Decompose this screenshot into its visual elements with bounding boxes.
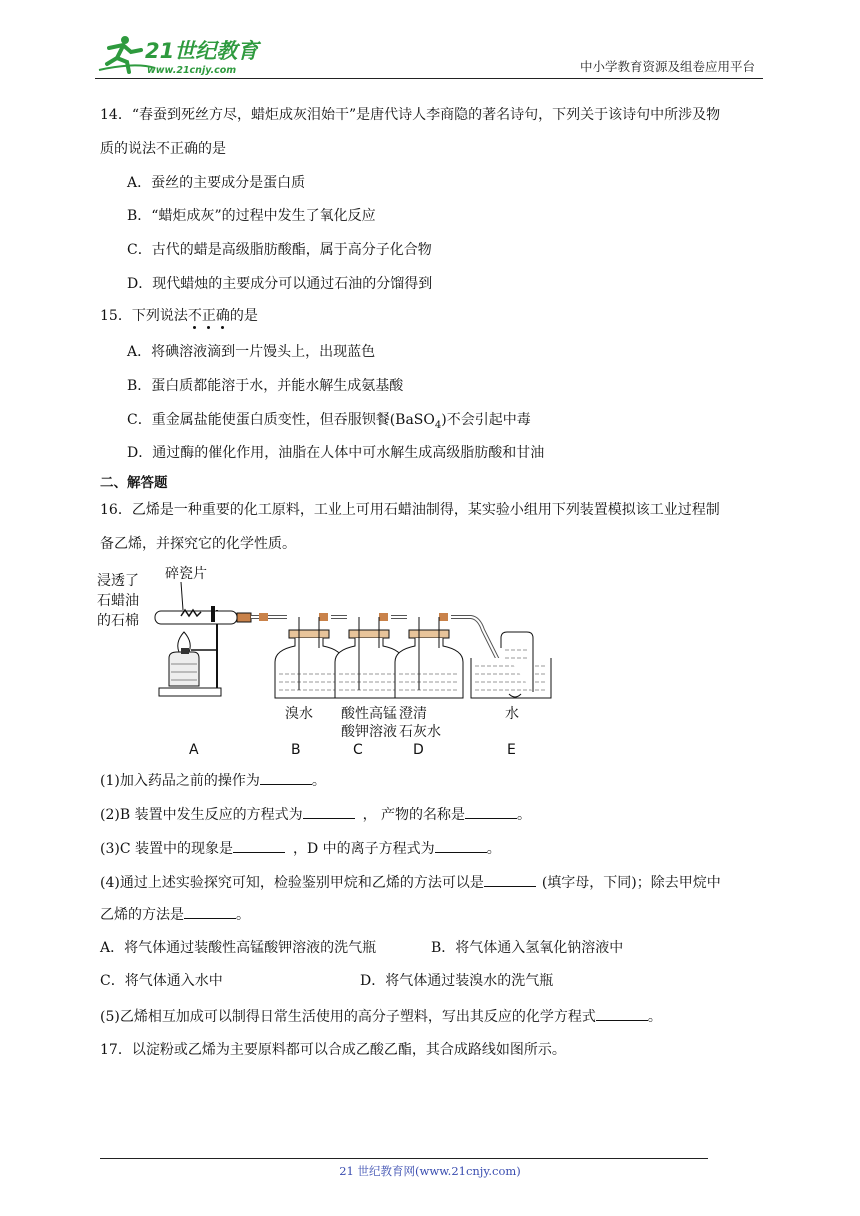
q14-option-b: B．“蜡炬成灰”的过程中发生了氧化反应 [127, 208, 376, 224]
soaked-label-2: 石蜡油 [97, 593, 139, 609]
label-c-1: 酸性高锰 [341, 706, 397, 722]
letter-e: E [507, 742, 516, 758]
q16-part3-mid: ，D 中的离子方程式为 [293, 841, 435, 857]
letter-c: C [353, 742, 363, 758]
q14-option-c: C．古代的蜡是高级脂肪酸酯，属于高分子化合物 [127, 242, 432, 258]
letter-a: A [189, 742, 199, 758]
soaked-label-3: 的石棉 [97, 613, 139, 629]
q14-stem-line2: 质的说法不正确的是 [100, 141, 226, 157]
q14-stem-line1: 14．“春蚕到死丝方尽，蜡炬成灰泪始干”是唐代诗人李商隐的著名诗句，下列关于该诗句中所涉及物 [100, 107, 721, 123]
punct: 。 [647, 1009, 662, 1025]
answer-blank[interactable] [435, 838, 487, 853]
answer-blank[interactable] [233, 838, 285, 853]
q16-part2-text: (2)B 装置中发生反应的方程式为 [100, 807, 303, 823]
q16-stem-line2: 备乙烯，并探究它的化学性质。 [100, 536, 296, 552]
bottle-b [275, 617, 343, 698]
q16-stem-line1: 16．乙烯是一种重要的化工原料，工业上可用石蜡油制得，某实验小组用下列装置模拟该工业过程制 [100, 502, 720, 518]
q16-part4-line2 [100, 904, 250, 925]
letter-d: D [413, 742, 424, 758]
q15-stem [100, 306, 258, 326]
label-d-1: 澄清 [399, 706, 427, 722]
q15-option-c-sub: 4 [434, 419, 442, 431]
footer-divider [100, 1158, 708, 1159]
page-header [95, 30, 763, 79]
q15-option-a: A．将碘溶液滴到一片馒头上，出现蓝色 [127, 344, 376, 360]
q16-part4-mid: (填字母，下同)；除去甲烷中 [541, 875, 721, 891]
bottle-c [335, 617, 403, 698]
footer-text: 21 世纪教育网(www.21cnjy.com) [339, 1164, 521, 1178]
soaked-label-1: 浸透了 [97, 573, 139, 589]
q16-part1 [100, 770, 326, 791]
q17-stem: 17．以淀粉或乙烯为主要原料都可以合成乙酸乙酯，其合成路线如图所示。 [100, 1042, 566, 1058]
q15-stem-suffix: 的是 [229, 308, 258, 324]
answer-blank[interactable] [303, 804, 355, 819]
answer-blank[interactable] [465, 804, 517, 819]
label-b: 溴水 [285, 706, 313, 722]
q15-option-c [127, 410, 531, 436]
label-d-2: 石灰水 [399, 724, 441, 740]
q15-option-c-pre: C．重金属盐能使蛋白质变性，但吞服钡餐(BaSO [127, 412, 435, 428]
q15-option-d: D．通过酶的催化作用，油脂在人体中可水解生成高级脂肪酸和甘油 [127, 445, 545, 461]
q14-option-a: A．蚕丝的主要成分是蛋白质 [127, 175, 306, 191]
apparatus-figure [95, 562, 555, 758]
q16-option-a: A．将气体通过装酸性高锰酸钾溶液的洗气瓶 [100, 940, 377, 956]
q16-part5 [100, 1006, 662, 1027]
bottle-d [395, 617, 463, 698]
emphasis-char: 正 [201, 308, 216, 324]
punct: 。 [236, 907, 250, 923]
q16-part4-text: (4)通过上述实验探究可知，检验鉴别甲烷和乙烯的方法可以是 [100, 875, 484, 891]
q16-part2-mid: ， 产物的名称是 [362, 807, 466, 823]
q16-part5-text: (5)乙烯相互加成可以制得日常生活使用的高分子塑料，写出其反应的化学方程式 [100, 1009, 596, 1025]
punct: 。 [311, 773, 326, 789]
q14-option-d: D．现代蜡烛的主要成分可以通过石油的分馏得到 [127, 276, 433, 292]
q16-part1-text: (1)加入药品之前的操作为 [100, 773, 260, 789]
test-tube [155, 611, 237, 624]
logo-url: www.21cnjy.com [147, 65, 237, 76]
shards-label: 碎瓷片 [165, 566, 207, 582]
label-c-2: 酸钾溶液 [341, 724, 397, 740]
letter-b: B [291, 742, 301, 758]
stand-base [159, 688, 221, 696]
burner [169, 652, 199, 686]
logo-text: 21世纪教育 [145, 39, 259, 63]
site-logo [95, 32, 265, 76]
q16-option-c: C．将气体通入水中 [100, 973, 223, 989]
punct: 。 [517, 807, 532, 823]
punct: 。 [486, 841, 501, 857]
q16-option-b: B．将气体通入氢氧化钠溶液中 [431, 940, 624, 956]
emphasis-char: 不 [187, 308, 202, 324]
q16-part2 [100, 804, 531, 825]
answer-blank[interactable] [596, 1006, 648, 1021]
q15-stem-prefix: 15．下列说法 [100, 308, 188, 324]
label-e: 水 [505, 706, 519, 722]
q16-part4-line2-text: 乙烯的方法是 [100, 907, 184, 923]
q15-option-b: B．蛋白质都能溶于水，并能水解生成氨基酸 [127, 378, 404, 394]
answer-blank[interactable] [484, 872, 536, 887]
answer-blank[interactable] [260, 770, 312, 785]
platform-label: 中小学教育资源及组卷应用平台 [579, 59, 755, 74]
q16-part3-text: (3)C 装置中的现象是 [100, 841, 233, 857]
emphasis-char: 确 [215, 308, 230, 324]
q16-part4-line1 [100, 872, 721, 893]
q16-part3 [100, 838, 501, 859]
answer-blank[interactable] [184, 904, 236, 919]
water-trough [471, 632, 551, 698]
q16-option-d: D．将气体通过装溴水的洗气瓶 [360, 973, 554, 989]
q15-option-c-post: )不会引起中毒 [441, 412, 531, 428]
section-heading: 二、解答题 [100, 475, 168, 491]
